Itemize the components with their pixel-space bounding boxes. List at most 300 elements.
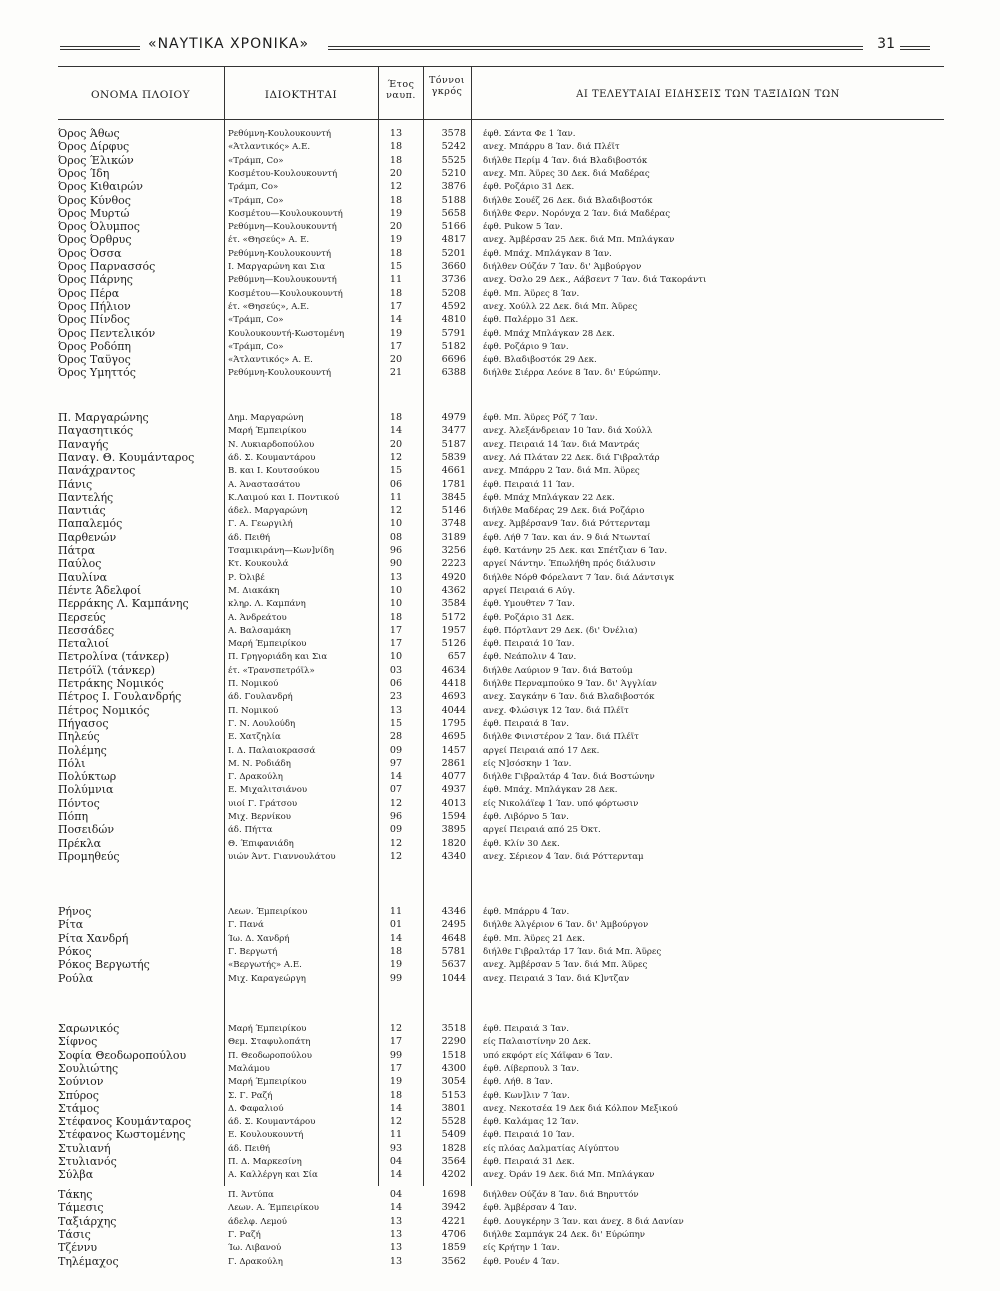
table-row <box>58 1103 944 1115</box>
ship-name: Όρος Όλυμπος <box>58 221 140 234</box>
owner-name: Δ. Φαφαλιού <box>228 1103 284 1114</box>
ship-name: Όρος Κύνθος <box>58 194 131 207</box>
owner-name: Ίω. Λιβανού <box>228 1243 282 1254</box>
owner-name: Π. Νομικού <box>228 679 279 689</box>
table-row <box>58 784 944 796</box>
table-row <box>58 1116 944 1128</box>
build-year: 20 <box>389 221 403 233</box>
voyage-news: έφθ. Νεάπολιν 4 Ίαν. <box>483 652 577 663</box>
voyage-news: έφθ. Πειραιά 31 Δεκ. <box>483 1157 575 1167</box>
build-year: 13 <box>389 1228 403 1240</box>
gross-tons: 5126 <box>441 638 466 650</box>
table-row <box>58 1036 944 1048</box>
owner-name: άδ. Πήττα <box>228 825 273 836</box>
table-row <box>58 492 944 504</box>
build-year: 12 <box>389 451 403 463</box>
owner-name: Π. Δ. Μαρκεσίνη <box>228 1157 302 1167</box>
build-year: 14 <box>389 1202 403 1214</box>
owner-name: Γ. Πανά <box>228 920 264 931</box>
ships-table <box>58 66 944 1266</box>
owner-name: Π. Νομικού <box>228 705 279 716</box>
table-row <box>58 341 944 353</box>
owner-name: Κουλουκουντή-Κωστομένη <box>228 328 345 339</box>
gross-tons: 3518 <box>441 1023 466 1034</box>
voyage-news: είς Ν]σόσκην 1 Ίαν. <box>483 758 572 769</box>
table-row <box>58 1023 944 1035</box>
table-row <box>58 1050 944 1062</box>
voyage-news: ανεχ. Σαγκάην 6 Ίαν. διά Βλαδιβοστόκ <box>483 692 655 703</box>
voyage-news: ανεχ. Άλεξάνδρειαν 10 Ίαν. διά Χούλλ <box>483 426 653 437</box>
owner-name: Ε. Χατζηλία <box>228 732 281 743</box>
gross-tons: 6388 <box>441 367 466 379</box>
build-year: 14 <box>389 425 403 437</box>
build-year: 14 <box>389 314 403 326</box>
voyage-news: ανεχ. Άμβέρσαν9 Ίαν. διά Ρόττερνταμ <box>483 519 651 530</box>
table-row <box>58 1242 944 1254</box>
ship-name: Τηλέμαχος <box>58 1255 119 1268</box>
table-row <box>58 248 944 260</box>
build-year: 13 <box>389 1255 403 1267</box>
voyage-news: διήλθε Σιέρρα Λεόνε 8 Ίαν. δι' Εύρώπην. <box>483 368 661 379</box>
owner-name: Σ. Γ. Ραζή <box>228 1090 273 1101</box>
gross-tons: 5409 <box>441 1129 466 1141</box>
build-year: 15 <box>389 717 403 729</box>
gross-tons: 5781 <box>441 945 466 957</box>
ship-name: Πολύμνια <box>58 784 114 797</box>
gross-tons: 3845 <box>441 491 466 503</box>
table-row <box>58 168 944 180</box>
build-year: 17 <box>389 340 403 352</box>
voyage-news: ανεχ. Όσλο 29 Δεκ., Αάβσεντ 7 Ίαν. διά Τακοράντι <box>483 275 707 286</box>
voyage-news: είς Νικολάϊεφ 1 Ίαν. υπό φόρτωσιν <box>483 798 639 809</box>
ship-name: Σοφία Θεοδωροπούλου <box>58 1049 187 1062</box>
gross-tons: 3054 <box>441 1076 466 1088</box>
voyage-news: διήλθε Περίμ 4 Ίαν. διά Βλαδιβοστόκ <box>483 155 648 166</box>
ship-name: Παρθενών <box>58 531 117 544</box>
owner-name: Θεμ. Σταφυλοπάτη <box>228 1037 311 1048</box>
voyage-news: έφθ. Λήθ 7 Ίαν. και άν. 9 διά Ντωνταί <box>483 532 651 543</box>
ship-name: Π. Μαργαρώνης <box>58 412 149 424</box>
ship-name: Τζέννυ <box>58 1242 98 1255</box>
owner-name: Γ. Ραζή <box>228 1229 261 1240</box>
table-row <box>58 919 944 931</box>
gross-tons: 3736 <box>441 274 466 286</box>
owner-name: Π. Άντύπα <box>228 1190 274 1200</box>
ship-name: Σαρωνικός <box>58 1023 120 1035</box>
voyage-news: έφθ. Μπάχ. Μπλάγκαν 8 Ίαν. <box>483 248 612 259</box>
owner-name: Ρ. Όλιβέ <box>228 572 265 583</box>
table-row <box>58 1189 944 1201</box>
ship-name: Όρος Πέρα <box>58 287 120 300</box>
voyage-news: διήλθε Μαδέρας 29 Δεκ. διά Ροζάριο <box>483 506 645 517</box>
owner-name: Ρεθύμνη—Κουλουκουντή <box>228 222 337 233</box>
ship-name: Πετρολίνα (τάνκερ) <box>58 651 170 664</box>
gross-tons: 1698 <box>441 1189 466 1200</box>
ship-name: Πόπη <box>58 811 89 823</box>
voyage-news: έφθ. Μπ. Άϋρες Ρόζ 7 Ίαν. <box>483 413 598 423</box>
build-year: 12 <box>389 850 403 862</box>
ship-name: Πρέκλα <box>58 837 102 850</box>
voyage-news: ανεχ. Μπάρρυ 2 Ίαν. διά Μπ. Άϋρες <box>483 466 640 477</box>
build-year: 10 <box>389 584 403 596</box>
table-row <box>58 1143 944 1155</box>
build-year: 11 <box>389 906 403 917</box>
gross-tons: 3895 <box>441 824 466 836</box>
owner-name: άδ. Πειθή <box>228 1143 271 1154</box>
voyage-news: έφθ. Μπάρρυ 4 Ίαν. <box>483 907 570 917</box>
header-rule-mid-2 <box>328 49 863 50</box>
owner-name: Α. Καλλέργη και Σία <box>228 1170 318 1181</box>
gross-tons: 4592 <box>441 300 466 312</box>
table-row <box>58 933 944 945</box>
ship-name: Πεσσάδες <box>58 624 115 637</box>
voyage-news: έφθ. Πειραιά 10 Ίαν. <box>483 1130 575 1141</box>
gross-tons: 3564 <box>441 1156 466 1167</box>
ship-name: Όρος Πεντελικόν <box>58 327 156 340</box>
build-year: 19 <box>389 207 403 219</box>
table-row <box>58 758 944 770</box>
build-year: 18 <box>389 154 403 166</box>
owner-name: Α. Άναστασάτου <box>228 479 301 490</box>
gross-tons: 4044 <box>441 704 466 716</box>
ship-name: Ρήνος <box>58 906 92 918</box>
gross-tons: 3748 <box>441 518 466 530</box>
owner-name: Γ. Δρακούλη <box>228 772 283 783</box>
gross-tons: 5525 <box>441 154 466 166</box>
owner-name: Δημ. Μαργαρώνη <box>228 413 304 423</box>
col-news: ΑΙ ΤΕΛΕΥΤΑΙΑΙ ΕΙΔΗΣΕΙΣ ΤΩΝ ΤΑΞΙΔΙΩΝ ΤΩΝ <box>576 89 840 100</box>
table-row <box>58 155 944 167</box>
owner-name: Γ. Δρακούλη <box>228 1256 283 1267</box>
build-year: 19 <box>389 959 403 971</box>
gross-tons: 3942 <box>441 1202 466 1214</box>
voyage-news: έφθ. Δουγκέρην 3 Ίαν. και άνεχ. 8 διά Δανίαν <box>483 1216 684 1227</box>
build-year: 10 <box>389 518 403 530</box>
voyage-news: έφθ. Βλαδιβοστόκ 29 Δεκ. <box>483 355 597 366</box>
voyage-news: ανεχ. Πειραιά 3 Ίαν. διά Κ]ντζαν <box>483 973 630 984</box>
table-row <box>58 274 944 286</box>
voyage-news: έφθ. Μπάχ Μπλάγκαν 28 Δεκ. <box>483 328 615 339</box>
gross-tons: 1518 <box>441 1049 466 1061</box>
build-year: 10 <box>389 651 403 663</box>
gross-tons: 5146 <box>441 505 466 517</box>
voyage-news: αργεί Πειραιά από 17 Δεκ. <box>483 745 600 756</box>
owner-name: Α. Βαλσαμάκη <box>228 625 291 636</box>
gross-tons: 2495 <box>441 919 466 931</box>
voyage-news: διήλθε Σουέζ 26 Δεκ. διά Βλαδιβοστόκ <box>483 195 653 206</box>
voyage-news: έφθ. Πόρτλαντ 29 Δεκ. (δι' Όνέλια) <box>483 625 638 636</box>
gross-tons: 3578 <box>441 128 466 139</box>
voyage-news: ανεχ. Μπ. Άϋρες 30 Δεκ. διά Μαδέρας <box>483 168 650 179</box>
gross-tons: 5187 <box>441 438 466 450</box>
voyage-news: έφθ. Πειραιά 8 Ίαν. <box>483 718 569 729</box>
build-year: 19 <box>389 234 403 246</box>
voyage-news: ανεχ. Άμβέρσαν 25 Δεκ. διά Μπ. Μπλάγκαν <box>483 235 675 246</box>
build-year: 12 <box>389 797 403 809</box>
gross-tons: 3801 <box>441 1102 466 1114</box>
ship-name: Πάτρα <box>58 545 96 557</box>
voyage-news: διήλθε Λαύριον 9 Ίαν. διά Βατούμ <box>483 665 633 676</box>
voyage-news: ανεχ. Πειραιά 14 Ίαν. διά Μαντράς <box>483 439 640 450</box>
build-year: 17 <box>389 638 403 650</box>
table-row <box>58 798 944 810</box>
gross-tons: 3562 <box>441 1255 466 1267</box>
table-row <box>58 412 944 424</box>
table-row <box>58 1063 944 1075</box>
ship-name: Στυλιανή <box>58 1142 111 1155</box>
owner-name: Μαλάμου <box>228 1063 270 1074</box>
owner-name: υιοί Γ. Γράτσου <box>228 798 298 809</box>
ship-name: Όρος Παρνασσός <box>58 261 156 273</box>
table-row <box>58 367 944 379</box>
voyage-news: είς Παλαιστίνην 20 Δεκ. <box>483 1037 592 1048</box>
voyage-news: διήλθε Περναμπούκο 9 Ίαν. δι' Άγγλίαν <box>483 679 657 689</box>
owner-name: Κοσμέτου-Κουλουκουντή <box>228 168 338 179</box>
table-row <box>58 612 944 624</box>
ship-name: Σουλιώτης <box>58 1062 119 1075</box>
col-year: Έτος ναυπ. <box>386 79 416 101</box>
table-row <box>58 465 944 477</box>
owner-name: Μ. Διακάκη <box>228 585 280 596</box>
table-row <box>58 771 944 783</box>
ship-name: Ρόκος Βεργωτής <box>58 959 150 972</box>
voyage-news: έφθ. Σάντα Φε 1 Ίαν. <box>483 129 576 139</box>
owner-name: «Άτλαντικός» Α. Ε. <box>228 355 313 366</box>
voyage-news: έφθ. Ροζάριο 31 Δεκ. <box>483 182 575 193</box>
build-year: 93 <box>389 1142 403 1154</box>
voyage-news: έφθ. Κατάνην 25 Δεκ. και Σπέτζιαν 6 Ίαν. <box>483 546 668 556</box>
build-year: 04 <box>389 1156 403 1167</box>
table-row <box>58 745 944 757</box>
owner-name: κληρ. Λ. Καμπάνη <box>228 599 306 610</box>
gross-tons: 4634 <box>441 664 466 676</box>
table-row <box>58 1090 944 1102</box>
build-year: 13 <box>389 128 403 139</box>
owner-name: άδ. Πειθή <box>228 532 271 543</box>
col-name: ΟΝΟΜΑ ΠΛΟΙΟΥ <box>90 89 191 101</box>
table-row <box>58 128 944 140</box>
voyage-news: αργεί Πειραιά 6 Αύγ. <box>483 585 576 596</box>
owner-name: «Τράμπ, Co» <box>228 341 284 352</box>
gross-tons: 5208 <box>441 287 466 299</box>
ship-name: Όρος Πήλιον <box>58 300 131 313</box>
build-year: 13 <box>389 571 403 583</box>
table-row <box>58 906 944 918</box>
build-year: 90 <box>389 558 403 570</box>
gross-tons: 1781 <box>441 478 466 490</box>
table-row <box>58 261 944 273</box>
build-year: 11 <box>389 274 403 286</box>
gross-tons: 5153 <box>441 1089 466 1101</box>
voyage-news: διήλθε Γιβραλτάρ 4 Ίαν. διά Βοστώνην <box>483 772 655 783</box>
voyage-news: ανεχ. Νεκοτσέα 19 Δεκ διά Κόλπον Μεξικού <box>483 1103 678 1114</box>
owner-name: Λεων. Έμπειρίκου <box>228 907 308 917</box>
ship-name: Όρος Έλικών <box>58 154 134 167</box>
table-row <box>58 518 944 530</box>
ship-name: Παντιάς <box>58 505 106 518</box>
ship-name: Πετρόϊλ (τάνκερ) <box>58 664 156 677</box>
table-row <box>58 572 944 584</box>
gross-tons: 5201 <box>441 247 466 259</box>
ship-name: Ρίτα <box>58 919 84 932</box>
ship-name: Όρος Μυρτώ <box>58 207 130 220</box>
table-row <box>58 678 944 690</box>
gross-tons: 5637 <box>441 959 466 971</box>
owner-name: Π. Γρηγοριάδη και Σια <box>228 652 328 663</box>
ship-name: Πανάχραντος <box>58 465 136 478</box>
voyage-news: έφθ. Υμουθτεν 7 Ίαν. <box>483 599 575 610</box>
table-row <box>58 598 944 610</box>
build-year: 07 <box>389 784 403 796</box>
gross-tons: 3256 <box>441 545 466 556</box>
ship-name: Πέντε Άδελφοί <box>58 584 142 597</box>
owner-name: άδ. Γουλανδρή <box>228 692 293 703</box>
gross-tons: 4077 <box>441 771 466 783</box>
voyage-news: διήλθεν Ούζάν 7 Ίαν. δι' Άμβούργον <box>483 262 642 272</box>
ship-name: Στέφανος Κωστομένης <box>58 1129 186 1142</box>
build-year: 99 <box>389 972 403 984</box>
table-row <box>58 1129 944 1141</box>
gross-tons: 3189 <box>441 531 466 543</box>
voyage-news: έφθ. Ροζάριο 9 Ίαν. <box>483 341 569 352</box>
owner-name: άδ. Σ. Κουμαντάρου <box>228 452 316 463</box>
table-row <box>58 452 944 464</box>
col-tons: Τόννοι γκρός <box>428 75 466 97</box>
table-row <box>58 208 944 220</box>
voyage-news: έφθ. Καλάμας 12 Ίαν. <box>483 1117 579 1128</box>
ship-name: Περσεύς <box>58 611 106 624</box>
owner-name: «Βεργωτής» Α.Ε. <box>228 960 302 971</box>
table-row <box>58 234 944 246</box>
gross-tons: 1957 <box>441 624 466 636</box>
gross-tons: 4202 <box>441 1169 466 1181</box>
build-year: 14 <box>389 932 403 944</box>
header-rule-mid <box>328 46 863 47</box>
owner-name: Μαρή Έμπειρίκου <box>228 426 307 437</box>
build-year: 01 <box>389 919 403 931</box>
owner-name: Μ. Ν. Ροδιάδη <box>228 758 291 769</box>
gross-tons: 3660 <box>441 261 466 272</box>
gross-tons: 4937 <box>441 784 466 796</box>
build-year: 18 <box>389 247 403 259</box>
owner-name: έτ. «Θησεύς», Α.Ε. <box>228 301 310 312</box>
ship-name: Παναγ. Θ. Κουμάνταρος <box>58 451 195 464</box>
ship-name: Όρος Ίδη <box>58 167 110 180</box>
voyage-news: ανεχ. Λά Πλάταν 22 Δεκ. διά Γιβραλτάρ <box>483 452 660 463</box>
ship-name: Ρίτα Χανδρή <box>58 932 129 945</box>
owner-name: υιών Άντ. Γιαννουλάτου <box>228 851 336 862</box>
column-header <box>58 66 944 120</box>
ship-name: Παγασητικός <box>58 425 134 438</box>
ship-name: Ρόκος <box>58 945 92 958</box>
build-year: 08 <box>389 531 403 543</box>
ship-name: Σύλβα <box>58 1169 94 1182</box>
owner-name: Ίω. Δ. Χανδρή <box>228 933 290 944</box>
owner-name: «Τράμπ, Co» <box>228 315 284 326</box>
build-year: 96 <box>389 545 403 556</box>
table-row <box>58 1216 944 1228</box>
voyage-news: έφθ. Λήθ. 8 Ίαν. <box>483 1077 553 1088</box>
build-year: 15 <box>389 465 403 477</box>
gross-tons: 1859 <box>441 1242 466 1254</box>
table-row <box>58 532 944 544</box>
build-year: 14 <box>389 1169 403 1181</box>
table-row <box>58 959 944 971</box>
table-row <box>58 288 944 300</box>
build-year: 11 <box>389 491 403 503</box>
gross-tons: 1594 <box>441 811 466 822</box>
gross-tons: 4221 <box>441 1215 466 1227</box>
build-year: 13 <box>389 1242 403 1254</box>
voyage-news: έφθ. Μπάχ Μπλάγκαν 22 Δεκ. <box>483 492 615 503</box>
voyage-news: έφθ. Πειραιά 10 Ίαν. <box>483 639 575 650</box>
owner-name: Π. Θεοδωροπούλου <box>228 1050 312 1061</box>
ship-name: Περράκης Λ. Καμπάνης <box>58 598 189 611</box>
table-row <box>58 301 944 313</box>
gross-tons: 1044 <box>441 972 466 984</box>
gross-tons: 4706 <box>441 1228 466 1240</box>
voyage-news: ανεχ. Φλώσιγκ 12 Ίαν. διά Πλέϊτ <box>483 705 629 716</box>
owner-name: άδελφ. Λεμού <box>228 1216 287 1227</box>
owner-name: Ι. Δ. Παλαιοκρασσά <box>228 745 316 756</box>
voyage-news: έφθ. Μπ. Άϋρες 8 Ίαν. <box>483 288 580 299</box>
owner-name: Γ. Α. Γεωργιλή <box>228 519 293 530</box>
voyage-news: διήλθε Γιβραλτάρ 17 Ίαν. διά Μπ. Άϋρες <box>483 946 662 957</box>
ship-name: Ποσειδών <box>58 824 115 837</box>
voyage-news: έφθ. Ροζάριο 31 Δεκ. <box>483 612 575 623</box>
voyage-news: ανεχ. Σέριεον 4 Ίαν. διά Ρόττερνταμ <box>483 851 644 862</box>
owner-name: Μιχ. Καραγεώργη <box>228 973 306 984</box>
owner-name: Γ. Βεργωτή <box>228 946 278 957</box>
ship-name: Τάκης <box>58 1189 93 1201</box>
gross-tons: 4648 <box>441 932 466 944</box>
ship-name: Πεταλιοί <box>58 638 110 651</box>
table-row <box>58 1202 944 1214</box>
build-year: 97 <box>389 757 403 769</box>
journal-title: «ΝΑΥΤΙΚΑ ΧΡΟΝΙΚΑ» <box>148 36 310 52</box>
table-row <box>58 731 944 743</box>
ship-name: Παυλίνα <box>58 571 108 584</box>
build-year: 11 <box>389 1129 403 1141</box>
owner-name: Κ.Λαιμού και Ι. Ποντικού <box>228 492 340 503</box>
build-year: 03 <box>389 664 403 676</box>
table-row <box>58 1256 944 1268</box>
build-year: 04 <box>389 1189 403 1200</box>
ship-name: Όρος Κιθαιρών <box>58 181 143 194</box>
build-year: 12 <box>389 1023 403 1034</box>
voyage-news: ανεχ. Άμβέρσαν 5 Ίαν. διά Μπ. Άϋρες <box>483 960 648 971</box>
table-row <box>58 1169 944 1181</box>
owner-name: «Άτλαντικός» Α.Ε. <box>228 142 311 153</box>
gross-tons: 2861 <box>441 757 466 769</box>
owner-name: Ν. Λυκιαρδοπούλου <box>228 439 315 450</box>
ship-name: Σπύρος <box>58 1089 99 1102</box>
owner-name: Κοσμέτου—Κουλουκουντή <box>228 208 343 219</box>
ship-name: Πόλι <box>58 757 86 770</box>
gross-tons: 5242 <box>441 141 466 153</box>
owner-name: «Τράμπ, Co» <box>228 155 284 166</box>
voyage-news: έφθ. Μπ. Άϋρες 21 Δεκ. <box>483 933 585 944</box>
build-year: 17 <box>389 1062 403 1074</box>
build-year: 06 <box>389 478 403 490</box>
build-year: 28 <box>389 731 403 743</box>
voyage-news: έφθ. Pukow 5 Ίαν. <box>483 222 563 233</box>
owner-name: άδελ. Μαργαρώνη <box>228 506 308 517</box>
voyage-news: έφθ. Λίβερπουλ 3 Ίαν. <box>483 1063 580 1074</box>
build-year: 18 <box>389 412 403 423</box>
voyage-news: υπό εκφόρτ είς Χάϊφαν 6 Ίαν. <box>483 1050 613 1061</box>
header-rule-left-2 <box>60 49 140 50</box>
